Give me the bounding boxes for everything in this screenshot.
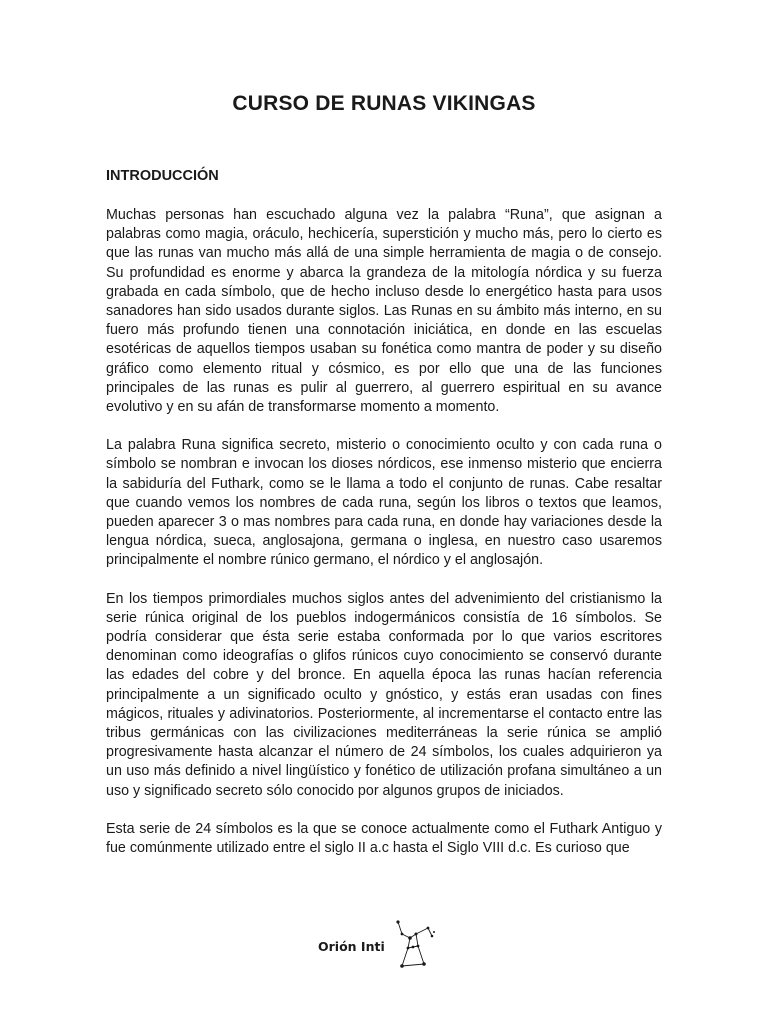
section-heading: INTRODUCCIÓN: [106, 168, 219, 184]
paragraph: La palabra Runa significa secreto, misterio o conocimiento oculto y con cada runa o símbolo se nombran e invocan los dioses nórdicos, ese inmenso misterio que encierra la sabiduría del Futhark, como se le llama a todo el conjunto de runas. Cabe resaltar que cuando vemos los nombres de cada runa, según los libros o textos que leamos, pueden aparecer 3 o mas nombres para cada runa, en donde hay variaciones desde la lengua nórdica, sueca, anglosajona, germana o inglesa, en nuestro caso usaremos principalmente el nombre rúnico germano, el nórdico y el anglosajón.: [106, 437, 662, 569]
paragraph: Esta serie de 24 símbolos es la que se conoce actualmente como el Futhark Antiguo y fue comúnmente utilizado entre el siglo II a.c hasta el Siglo VIII d.c. Es curioso que: [106, 820, 662, 857]
paragraph: Muchas personas han escuchado alguna vez la palabra “Runa”, que asignan a palabras como magia, oráculo, hechicería, superstición y mucho más, pero lo cierto es que las runas van mucho más allá de una simple herramienta de magia o de consejo. Su profundidad es enorme y abarca la grandeza de la mitología nórdica y su fuerza grabada en cada símbolo, que de hecho incluso desde lo energético hasta para usos sanadores han sido usados durante siglos. Las Runas en su ámbito más interno, en su fuero más profundo tienen una connotación iniciática, en donde en las escuelas esotéricas de aquellos tiempos usaban su fonética como mantra de poder y su diseño gráfico como elemento ritual y cósmico, es por ello que una de las funciones principales de las runas es pulir al guerrero, al guerrero espiritual en su avance evolutivo y en su afán de transformarse momento a momento.: [106, 207, 662, 416]
paragraph: En los tiempos primordiales muchos siglos antes del advenimiento del cristianismo la serie rúnica original de los pueblos indogermánicos consistía de 16 símbolos. Se podría considerar que ésta serie estaba conformada por lo que varios escritores denominan como ideografías o glifos rúnicos cuyo conocimiento se conservó durante las edades del cobre y del bronce. En aquella época las runas hacían referencia principalmente a un significado oculto y gnóstico, y estás eran usadas con fines mágicos, rituales y adivinatorios. Posteriormente, al incrementarse el contacto entre las tribus germánicas con las civilizaciones mediterráneas la serie rúnica se amplió progresivamente hasta alcanzar el número de 24 símbolos, los cuales adquirieron ya un uso más definido a nivel lingüístico y fonético de utilización profana simultáneo a un uso y significado secreto sólo conocido por algunos grupos de iniciados.: [106, 590, 662, 799]
brand-name: Orión Inti: [318, 939, 385, 954]
footer-brand: [318, 912, 448, 974]
document-title: CURSO DE RUNAS VIKINGAS: [232, 92, 536, 115]
body-text: [106, 206, 662, 877]
orion-constellation-icon: [390, 912, 440, 974]
